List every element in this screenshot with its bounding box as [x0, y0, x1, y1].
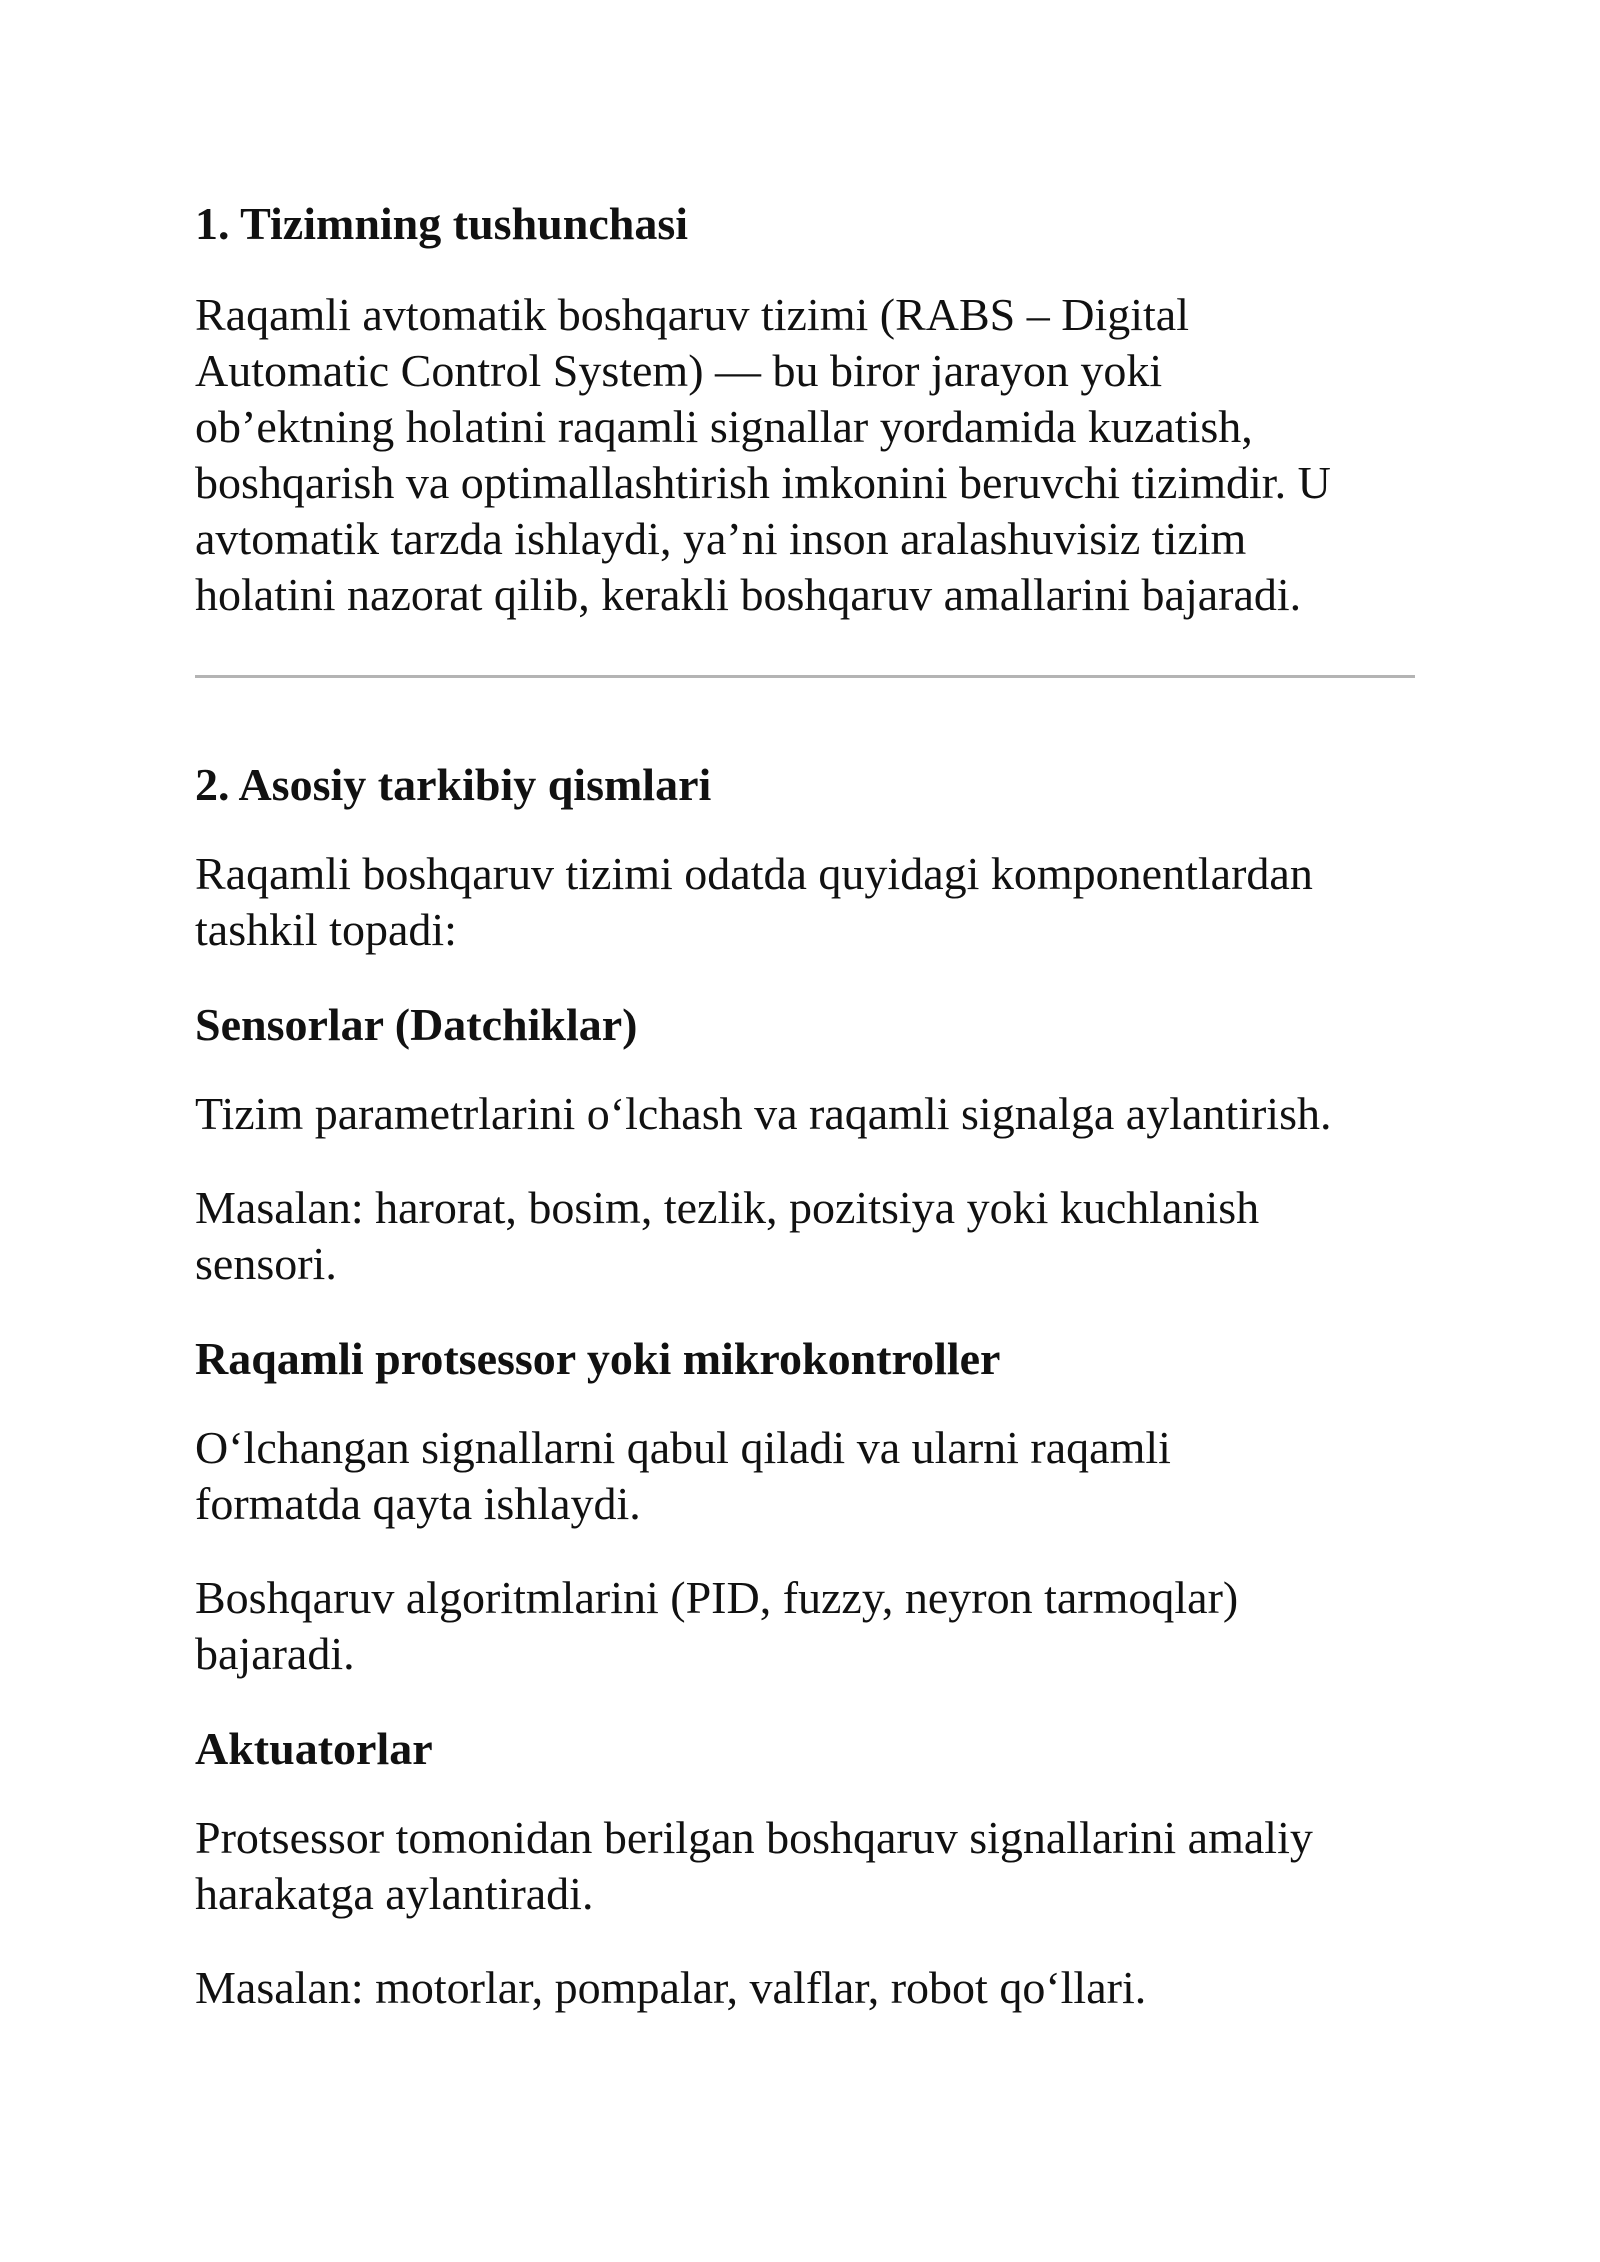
section-2-title: 2. Asosiy tarkibiy qismlari	[195, 759, 712, 810]
text-line: avtomatik tarzda ishlaydi, ya’ni inson aralashuvisiz tizim	[195, 513, 1247, 564]
text-line: boshqarish va optimallashtirish imkonini beruvchi tizimdir. U	[195, 457, 1331, 508]
text-line: formatda qayta ishlaydi.	[195, 1478, 641, 1529]
component-paragraph	[195, 1570, 1415, 1682]
text-line: bajaradi.	[195, 1628, 355, 1679]
horizontal-divider	[195, 675, 1415, 678]
text-line: Raqamli avtomatik boshqaruv tizimi (RABS – Digital	[195, 289, 1190, 340]
component-paragraph	[195, 1960, 1415, 2016]
text-line: Masalan: harorat, bosim, tezlik, pozitsiya yoki kuchlanish	[195, 1182, 1260, 1233]
text-line: tashkil topadi:	[195, 904, 457, 955]
text-line: Automatic Control System) — bu biror jarayon yoki	[195, 345, 1163, 396]
component-paragraph	[195, 1420, 1415, 1532]
text-line: harakatga aylantiradi.	[195, 1868, 594, 1919]
component-title-sensors: Sensorlar (Datchiklar)	[195, 999, 638, 1050]
section-1-paragraph	[195, 287, 1415, 623]
text-line: Raqamli boshqaruv tizimi odatda quyidagi komponentlardan	[195, 848, 1313, 899]
text-line: O‘lchangan signallarni qabul qiladi va ularni raqamli	[195, 1422, 1171, 1473]
section-2-intro	[195, 846, 1415, 958]
text-line: holatini nazorat qilib, kerakli boshqaruv amallarini bajaradi.	[195, 569, 1302, 620]
text-line: Boshqaruv algoritmlarini (PID, fuzzy, neyron tarmoqlar)	[195, 1572, 1239, 1623]
component-title-actuators: Aktuatorlar	[195, 1723, 433, 1774]
text-line: Masalan: motorlar, pompalar, valflar, robot qo‘llari.	[195, 1962, 1147, 2013]
text-line: Tizim parametrlarini o‘lchash va raqamli signalga aylantirish.	[195, 1088, 1332, 1139]
section-1-title: 1. Tizimning tushunchasi	[195, 198, 688, 249]
component-paragraph	[195, 1180, 1415, 1292]
component-title-processor: Raqamli protsessor yoki mikrokontroller	[195, 1333, 1001, 1384]
text-line: Protsessor tomonidan berilgan boshqaruv signallarini amaliy	[195, 1812, 1313, 1863]
component-paragraph	[195, 1810, 1415, 1922]
text-line: ob’ektning holatini raqamli signallar yordamida kuzatish,	[195, 401, 1253, 452]
component-paragraph	[195, 1086, 1415, 1142]
document-page	[195, 185, 1415, 2016]
text-line: sensori.	[195, 1238, 337, 1289]
